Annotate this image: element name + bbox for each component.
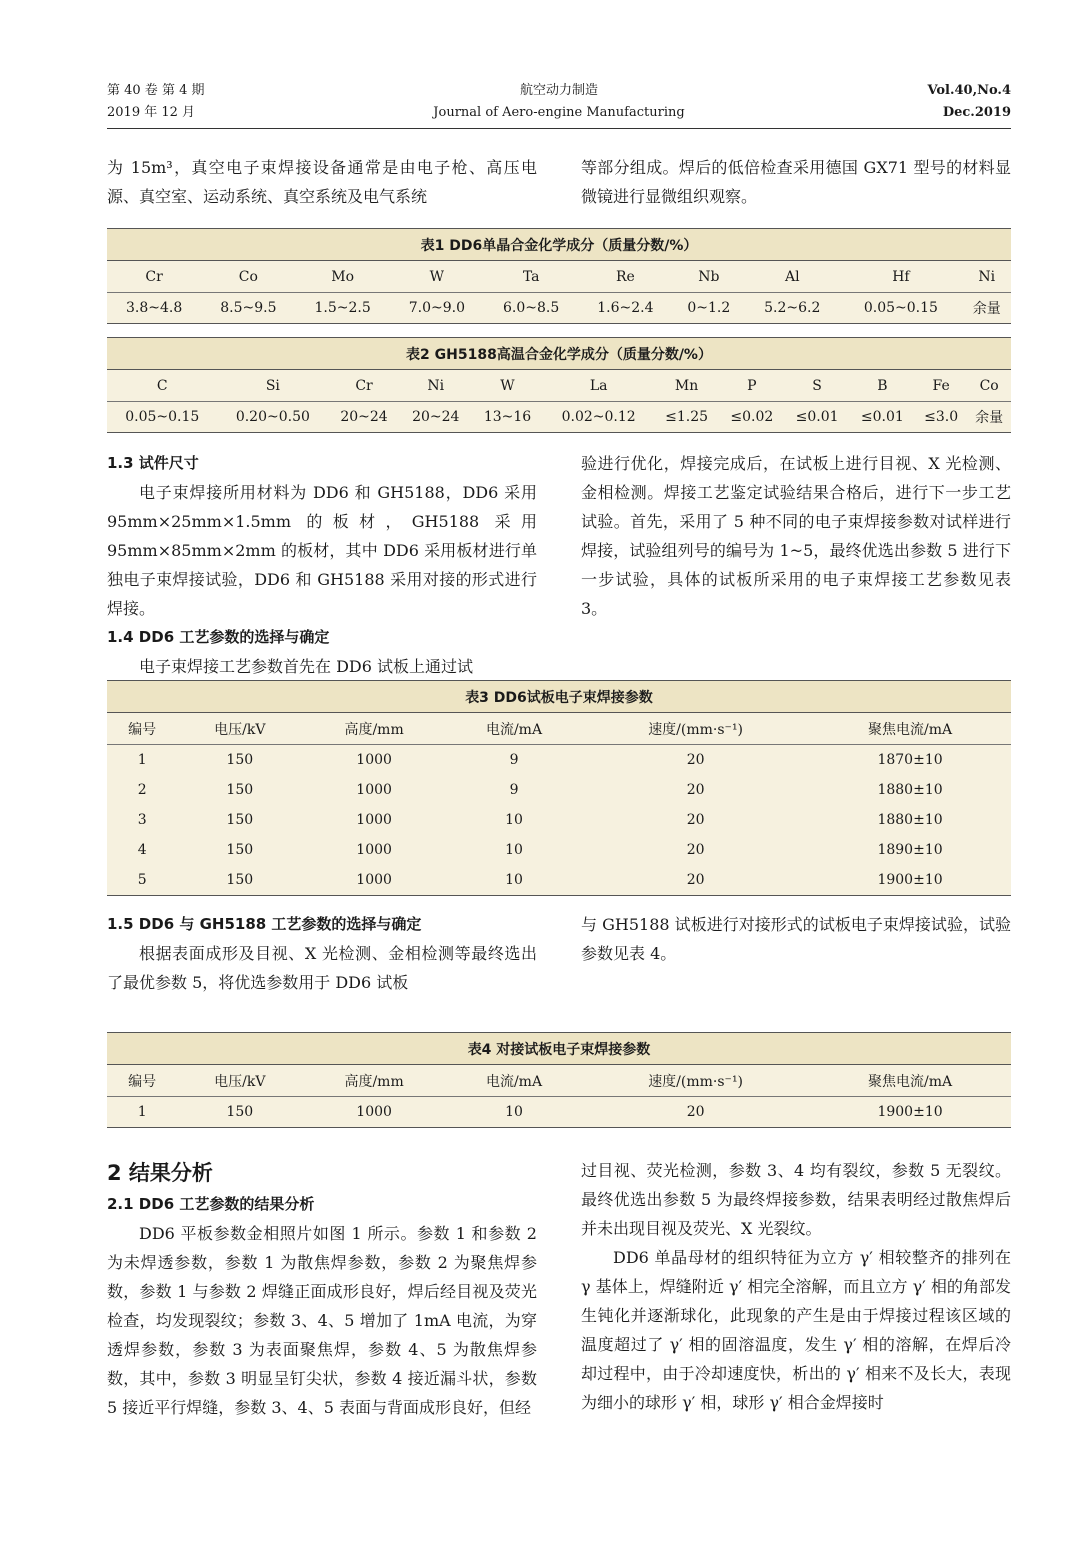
body-paragraph: 根据表面成形及目视、X 光检测、金相检测等最终选出了最优参数 5，将优选参数用于 DD6 试板 xyxy=(107,944,537,992)
table-header-cell: Ni xyxy=(400,370,472,402)
table-header-cell: C xyxy=(107,370,218,402)
table-cell: 1 xyxy=(107,1097,177,1128)
table-cell: 余量 xyxy=(967,402,1011,433)
table-header-cell: Ta xyxy=(484,261,578,293)
table-cell: 1000 xyxy=(302,835,446,865)
table-cell: 0~1.2 xyxy=(673,293,746,324)
table-2 xyxy=(107,337,1011,433)
body-paragraph: 与 GH5188 试板进行对接形式的试板电子束焊接试验，试验参数见表 4。 xyxy=(581,915,1011,963)
table-cell: 3.8~4.8 xyxy=(107,293,201,324)
table-header-cell: B xyxy=(850,370,915,402)
table-cell: 2 xyxy=(107,775,177,805)
subsection-heading: 2.1 DD6 工艺参数的结果分析 xyxy=(107,1195,315,1213)
right-column-3 xyxy=(581,1156,1011,1417)
table-header-cell: P xyxy=(719,370,784,402)
table-cell: 余量 xyxy=(962,293,1011,324)
section-heading: 2 结果分析 xyxy=(107,1161,213,1185)
table-header-cell: Al xyxy=(745,261,839,293)
body-paragraph: DD6 平板参数金相照片如图 1 所示。参数 1 和参数 2 为未焊透参数，参数 1 为散焦焊参数，参数 2 为聚焦焊参数，参数 1 与参数 2 焊缝正面成形良好，焊后经目视及荧光检查，均发现裂纹；参数 3、4、5 增加了 1mA 电流，为穿透焊参数，参数 3 为表面聚焦焊，参数 4、5 为散焦焊参数，其中，参数 3 明显呈钉尖状，参数 4 接近漏斗状，参数 5 接近平行焊缝，参数 3、4、5 表面与背面成形良好，但经 xyxy=(107,1224,537,1417)
section-heading: 1.5 DD6 与 GH5188 工艺参数的选择与确定 xyxy=(107,915,422,933)
table-cell: ≤0.02 xyxy=(719,402,784,433)
table-header-cell: Cr xyxy=(328,370,400,402)
table-4 xyxy=(107,1032,1011,1128)
table-header-cell: 高度/mm xyxy=(302,713,446,745)
running-header xyxy=(107,80,1011,128)
table-cell: 1 xyxy=(107,745,177,776)
table-cell: 1000 xyxy=(302,865,446,896)
table-cell: 6.0~8.5 xyxy=(484,293,578,324)
table-cell: 0.20~0.50 xyxy=(218,402,329,433)
table-cell: ≤0.01 xyxy=(850,402,915,433)
table-cell: 20 xyxy=(582,1097,809,1128)
table-cell: 8.5~9.5 xyxy=(201,293,295,324)
table-cell: 3 xyxy=(107,805,177,835)
table-header-cell: Hf xyxy=(839,261,962,293)
table-header-cell: Si xyxy=(218,370,329,402)
table-header-cell: 编号 xyxy=(107,713,177,745)
table-cell: 1.6~2.4 xyxy=(578,293,672,324)
top-left-column xyxy=(107,153,537,211)
top-right-column xyxy=(581,153,1011,211)
table-header-cell: Cr xyxy=(107,261,201,293)
section-heading: 1.3 试件尺寸 xyxy=(107,454,199,472)
table-cell: 150 xyxy=(177,865,302,896)
table-header-cell: 速度/(mm·s⁻¹) xyxy=(582,1065,809,1097)
body-paragraph: 验进行优化，焊接完成后，在试板上进行目视、X 光检测、金相检测。焊接工艺鉴定试验结果合格后，进行下一步工艺试验。首先，采用了 5 种不同的电子束焊接参数对试样进行焊接，试验组列号的编号为 1~5，最终优选出参数 5 进行下一步试验，具体的试板所采用的电子束焊接工艺参数见表 3。 xyxy=(581,454,1011,618)
table-cell: 0.05~0.15 xyxy=(839,293,962,324)
table-header-cell: W xyxy=(472,370,544,402)
table-cell: 1.5~2.5 xyxy=(296,293,390,324)
table-cell: 20 xyxy=(582,865,809,896)
table-cell: 13~16 xyxy=(472,402,544,433)
table-header-cell: Co xyxy=(967,370,1011,402)
table-cell: 20 xyxy=(582,745,809,776)
table-header-cell: Fe xyxy=(915,370,967,402)
table-header-cell: 电流/mA xyxy=(446,713,582,745)
table-header-cell: 高度/mm xyxy=(302,1065,446,1097)
table-cell: 1000 xyxy=(302,1097,446,1128)
header-rule xyxy=(107,128,1011,129)
table-cell: 150 xyxy=(177,835,302,865)
table-title: 表1 DD6单晶合金化学成分（质量分数/%） xyxy=(107,229,1011,261)
table-cell: 1880±10 xyxy=(809,775,1011,805)
table-cell: ≤1.25 xyxy=(654,402,719,433)
table-cell: 9 xyxy=(446,745,582,776)
table-1 xyxy=(107,228,1011,324)
table-header-cell: Mo xyxy=(296,261,390,293)
header-center xyxy=(107,80,1011,124)
table-cell: 20 xyxy=(582,835,809,865)
table-cell: 1900±10 xyxy=(809,1097,1011,1128)
table-cell: 1900±10 xyxy=(809,865,1011,896)
table-header-cell: S xyxy=(784,370,849,402)
table-header-cell: 聚焦电流/mA xyxy=(809,1065,1011,1097)
right-column-1 xyxy=(581,449,1011,623)
table-header-cell: La xyxy=(543,370,654,402)
table-header-cell: 电流/mA xyxy=(446,1065,582,1097)
table-cell: 0.05~0.15 xyxy=(107,402,218,433)
table-header-cell: 电压/kV xyxy=(177,1065,302,1097)
body-paragraph: 等部分组成。焊后的低倍检查采用德国 GX71 型号的材料显微镜进行显微组织观察。 xyxy=(581,158,1011,206)
table-title: 表2 GH5188高温合金化学成分（质量分数/%） xyxy=(107,338,1011,370)
table-header-cell: Mn xyxy=(654,370,719,402)
left-column-1 xyxy=(107,449,537,681)
table-cell: 1870±10 xyxy=(809,745,1011,776)
table-cell: 10 xyxy=(446,1097,582,1128)
journal-name-cn: 航空动力制造 xyxy=(519,83,598,98)
table-cell: ≤0.01 xyxy=(784,402,849,433)
table-cell: 20~24 xyxy=(328,402,400,433)
table-cell: 5.2~6.2 xyxy=(745,293,839,324)
table-cell: 1000 xyxy=(302,775,446,805)
table-cell: 150 xyxy=(177,805,302,835)
table-cell: 150 xyxy=(177,745,302,776)
section-heading: 1.4 DD6 工艺参数的选择与确定 xyxy=(107,628,330,646)
table-header-cell: Nb xyxy=(673,261,746,293)
table-cell: 10 xyxy=(446,835,582,865)
body-paragraph: 过目视、荧光检测，参数 3、4 均有裂纹，参数 5 无裂纹。最终优选出参数 5 为最终焊接参数，结果表明经过散焦焊后并未出现目视及荧光、X 光裂纹。 xyxy=(581,1161,1011,1238)
table-header-cell: 电压/kV xyxy=(177,713,302,745)
issue-date-cn: 2019 年 12 月 xyxy=(107,105,196,120)
table-cell: 1880±10 xyxy=(809,805,1011,835)
table-header-cell: 编号 xyxy=(107,1065,177,1097)
table-cell: 1000 xyxy=(302,745,446,776)
table-cell: 10 xyxy=(446,805,582,835)
table-cell: 20~24 xyxy=(400,402,472,433)
table-3 xyxy=(107,680,1011,896)
table-header-cell: Re xyxy=(578,261,672,293)
body-paragraph: 电子束焊接工艺参数首先在 DD6 试板上通过试 xyxy=(139,657,474,676)
table-cell: 150 xyxy=(177,1097,302,1128)
table-cell: 9 xyxy=(446,775,582,805)
header-right xyxy=(927,80,1011,124)
table-header-cell: 速度/(mm·s⁻¹) xyxy=(582,713,809,745)
volume-issue: 第 40 卷 第 4 期 xyxy=(107,83,205,98)
table-header-cell: 聚焦电流/mA xyxy=(809,713,1011,745)
journal-name-en: Journal of Aero-engine Manufacturing xyxy=(433,105,685,120)
table-title: 表3 DD6试板电子束焊接参数 xyxy=(107,681,1011,713)
table-cell: 20 xyxy=(582,805,809,835)
right-column-2 xyxy=(581,910,1011,968)
left-column-2 xyxy=(107,910,537,997)
table-header-cell: Ni xyxy=(962,261,1011,293)
body-paragraph: 为 15m³，真空电子束焊接设备通常是由电子枪、高压电源、真空室、运动系统、真空系统及电气系统 xyxy=(107,158,537,206)
table-cell: 4 xyxy=(107,835,177,865)
table-cell: 10 xyxy=(446,865,582,896)
table-title: 表4 对接试板电子束焊接参数 xyxy=(107,1033,1011,1065)
table-cell: 1890±10 xyxy=(809,835,1011,865)
table-cell: 0.02~0.12 xyxy=(543,402,654,433)
body-paragraph: 电子束焊接所用材料为 DD6 和 GH5188，DD6 采用 95mm×25mm×1.5mm 的板材，GH5188 采用 95mm×85mm×2mm 的板材，其中 DD6 采用板材进行单独电子束焊接试验，DD6 和 GH5188 采用对接的形式进行焊接。 xyxy=(107,483,537,618)
table-header-cell: W xyxy=(390,261,484,293)
table-header-cell: Co xyxy=(201,261,295,293)
table-cell: 1000 xyxy=(302,805,446,835)
table-cell: 150 xyxy=(177,775,302,805)
table-cell: 20 xyxy=(582,775,809,805)
issue-date-en: Dec.2019 xyxy=(942,105,1011,120)
body-paragraph: DD6 单晶母材的组织特征为立方 γ′ 相较整齐的排列在 γ 基体上，焊缝附近 γ′ 相完全溶解，而且立方 γ′ 相的角部发生钝化并逐渐球化，此现象的产生是由于焊接过程该区域的温度超过了 γ′ 相的固溶温度，发生 γ′ 相的溶解，在焊后冷却过程中，由于冷却速度快，析出的 γ′ 相来不及长大，表现为细小的球形 γ′ 相，球形 γ′ 相合金焊接时 xyxy=(581,1248,1011,1412)
volume-en: Vol.40,No.4 xyxy=(927,83,1011,98)
table-cell: 5 xyxy=(107,865,177,896)
table-cell: 7.0~9.0 xyxy=(390,293,484,324)
left-column-3 xyxy=(107,1156,537,1422)
table-cell: ≤3.0 xyxy=(915,402,967,433)
